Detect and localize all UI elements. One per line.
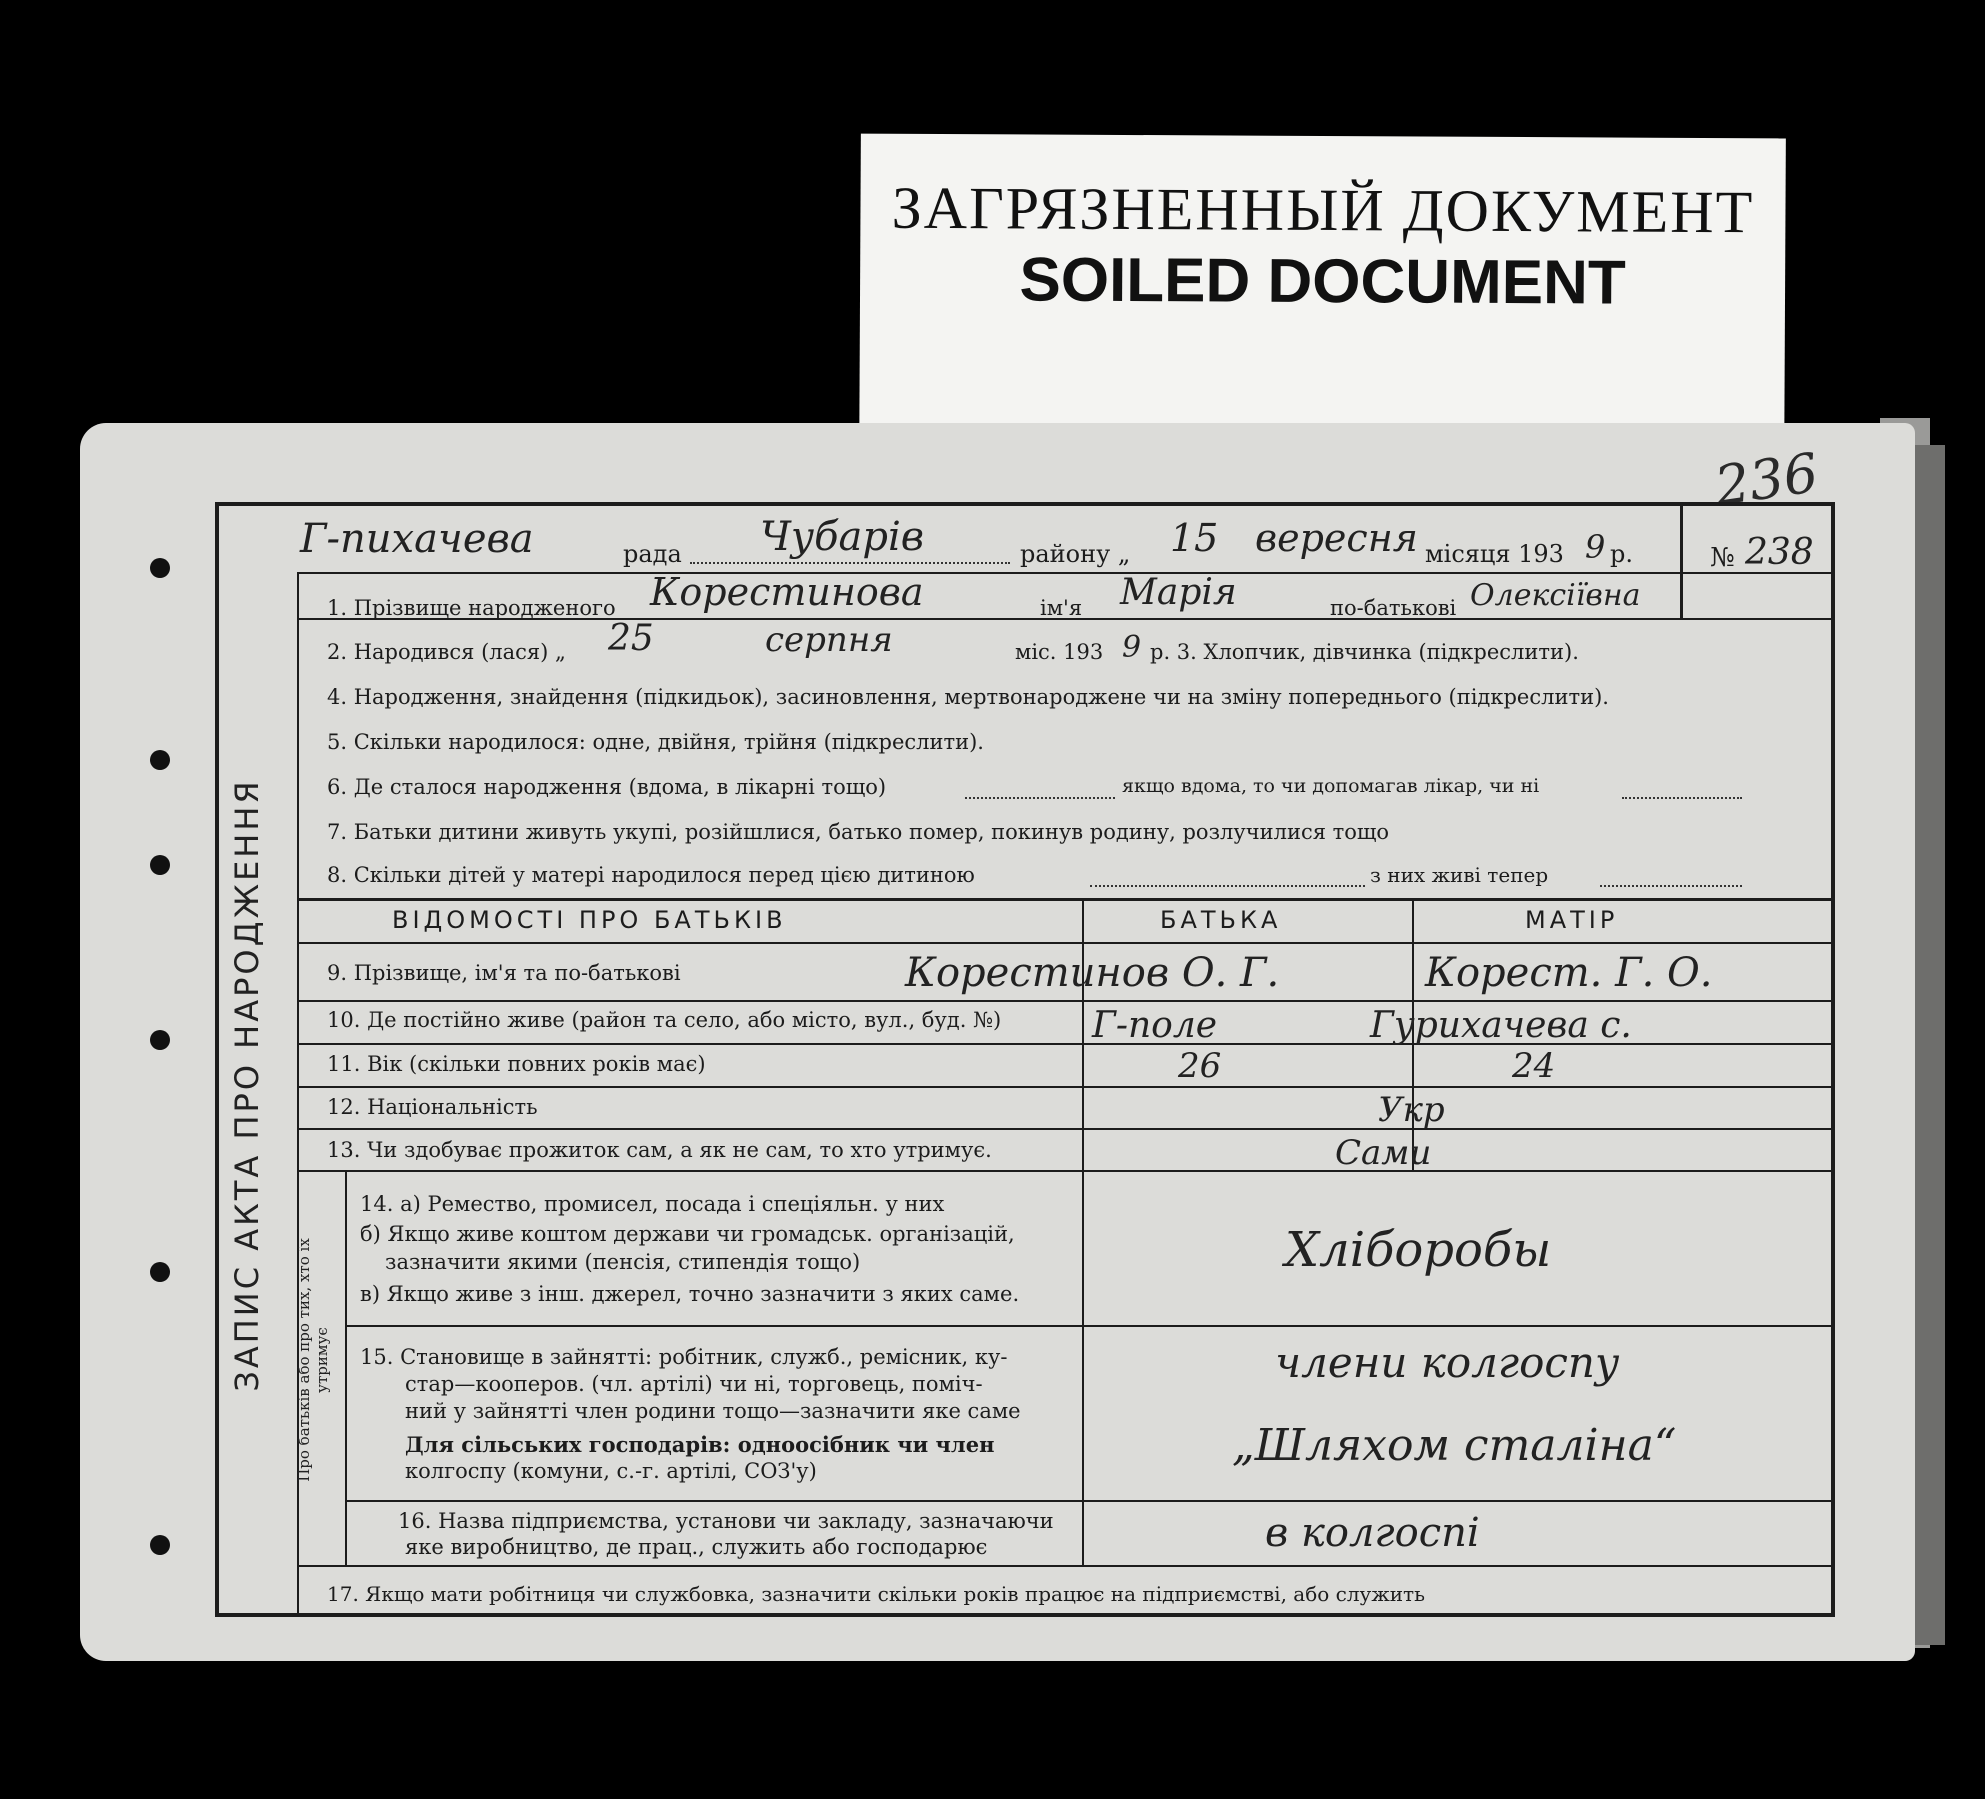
month-handwritten: вересня [1255, 516, 1418, 560]
table-rule [297, 1565, 1835, 1567]
label-russian: ЗАГРЯЗНЕННЫЙ ДОКУМЕНТ [891, 174, 1755, 246]
occupation-handwritten: Хліборобы [1285, 1222, 1552, 1278]
dotted-line [965, 797, 1115, 799]
status-handwritten-a: члени колгоспу [1275, 1338, 1620, 1387]
row-15e: колгоспу (комуни, с.-г. артілі, СОЗ'у) [405, 1459, 817, 1483]
header-rule [297, 572, 1835, 574]
row-12: 12. Національність [327, 1095, 538, 1119]
archive-number: 236 [1711, 441, 1822, 518]
row-15c: ний у зайнятті член родини тощо—зазначити яке саме [405, 1399, 1021, 1423]
dotted-line [690, 562, 1010, 564]
row-2-label: 2. Народився (лася) „ [327, 640, 566, 664]
row-13: 13. Чи здобуває прожиток сам, а як не сам, то хто утримує. [327, 1138, 992, 1162]
year-suffix: р. [1610, 540, 1633, 568]
table-header-mother: МАТІР [1525, 906, 1619, 934]
row-6a: 6. Де сталося народження (вдома, в лікарні тощо) [327, 775, 887, 799]
row-15d: Для сільських господарів: одноосібник чи член [405, 1432, 995, 1457]
row-6b: якщо вдома, то чи допомагав лікар, чи ні [1122, 775, 1540, 797]
row-7: 7. Батьки дитини живуть укупі, розійшлися, батько помер, покинув родину, розлучилися тощо [327, 820, 1390, 844]
row-11: 11. Вік (скільки повних років має) [327, 1052, 706, 1076]
day-handwritten: 15 [1170, 516, 1219, 560]
row-15a: 15. Становище в зайнятті: робітник, служб., ремісник, ку- [360, 1345, 1008, 1369]
father-age-handwritten: 26 [1178, 1046, 1222, 1086]
dotted-line [1600, 885, 1742, 887]
child-surname-handwritten: Корестинова [650, 570, 924, 614]
row-16b: яке виробництво, де прац., служить або господарює [405, 1535, 988, 1559]
table-rule [345, 1325, 1835, 1327]
row-1-label: 1. Прізвище народженого [327, 596, 616, 620]
parents-side-note: Про батьків або про тих, хто їх утримує [295, 1238, 331, 1482]
mother-age-handwritten: 24 [1512, 1046, 1556, 1086]
father-column-line [1082, 898, 1084, 1565]
table-rule [297, 1086, 1835, 1088]
row-15b: стар—кооперов. (чл. артілі) чи ні, торговець, поміч- [405, 1372, 983, 1396]
row-14b: б) Якщо живе коштом держави чи громадськ. організацій, [360, 1222, 1015, 1246]
row-14a: 14. а) Ремество, промисел, посада і спеціяльн. у них [360, 1192, 945, 1216]
child-patronymic-handwritten: Олексіївна [1470, 578, 1641, 613]
self-support-handwritten: Сами [1335, 1133, 1432, 1173]
row-10: 10. Де постійно живе (район та село, або місто, вул., буд. №) [327, 1008, 1002, 1032]
stack-edge-shadow [1910, 445, 1945, 1645]
table-rule [297, 1128, 1835, 1130]
council-handwritten: Г-пихачева [300, 516, 534, 562]
row-2-month-label: міс. 193 [1015, 640, 1104, 664]
dotted-line [1090, 885, 1365, 887]
mother-name-handwritten: Корест. Г. О. [1425, 950, 1713, 996]
number-label: № [1710, 543, 1735, 573]
punch-hole [150, 855, 170, 875]
district-label: району „ [1020, 540, 1131, 568]
number-box-line [1680, 502, 1683, 620]
table-rule [345, 1500, 1835, 1502]
row-1-patronymic-label: по-батькові [1330, 596, 1457, 620]
district-handwritten: Чубарів [760, 514, 925, 560]
table-rule [297, 1000, 1835, 1002]
table-header-rule [297, 942, 1835, 944]
punch-hole [150, 1030, 170, 1050]
form-side-title: ЗАПИС АКТА ПРО НАРОДЖЕННЯ [228, 778, 266, 1392]
row-4: 4. Народження, знайдення (підкидьок), засиновлення, мертвонароджене чи на зміну попереднього (підкреслити). [327, 685, 1609, 709]
row-9: 9. Прізвище, ім'я та по-батькові [327, 961, 681, 985]
table-top-rule [297, 898, 1835, 901]
row-14d: в) Якщо живе з інш. джерел, точно зазначити з яких саме. [360, 1282, 1020, 1306]
dotted-line [1622, 797, 1742, 799]
row-5: 5. Скільки народилося: одне, двійня, трійня (підкреслити). [327, 730, 984, 754]
birth-year-handwritten: 9 [1122, 630, 1142, 665]
row-2-rest: р. 3. Хлопчик, дівчинка (підкреслити). [1150, 640, 1579, 664]
soiled-document-label [859, 134, 1786, 469]
month-label: місяця 193 [1425, 540, 1564, 568]
row-16a: 16. Назва підприємства, установи чи закладу, зазначаючи [398, 1509, 1054, 1533]
punch-hole [150, 750, 170, 770]
table-header-info: ВІДОМОСТІ ПРО БАТЬКІВ [392, 906, 787, 934]
row-17: 17. Якщо мати робітниця чи службовка, зазначити скільки років працює на підприємстві, або служить [327, 1582, 1425, 1606]
workplace-handwritten: в колгоспі [1265, 1510, 1480, 1556]
residence-handwritten-b: Гурихачева с. [1370, 1005, 1632, 1046]
status-handwritten-b: „Шляхом сталіна“ [1232, 1420, 1677, 1471]
punch-hole [150, 558, 170, 578]
row-1-name-label: ім'я [1040, 596, 1083, 620]
row-8b: з них живі тепер [1370, 863, 1549, 887]
label-english: SOILED DOCUMENT [1019, 245, 1626, 318]
nationality-handwritten: Укр [1378, 1090, 1445, 1130]
residence-handwritten-a: Г-поле [1092, 1005, 1218, 1046]
father-name-handwritten: Корестинов О. Г. [905, 950, 1280, 996]
table-header-father: БАТЬКА [1160, 906, 1282, 934]
birth-day-handwritten: 25 [608, 618, 654, 659]
row-8a: 8. Скільки дітей у матері народилося перед цією дитиною [327, 863, 975, 887]
birth-month-handwritten: серпня [765, 620, 893, 660]
child-name-handwritten: Марія [1120, 572, 1237, 613]
council-label: рада [623, 540, 682, 568]
table-rule [297, 1170, 1835, 1172]
year-handwritten: 9 [1585, 528, 1606, 566]
punch-hole [150, 1535, 170, 1555]
punch-hole [150, 1262, 170, 1282]
side-note-line [345, 1170, 347, 1565]
number-handwritten: 238 [1745, 532, 1814, 573]
row-14c: зазначити якими (пенсія, стипендія тощо) [385, 1250, 861, 1274]
